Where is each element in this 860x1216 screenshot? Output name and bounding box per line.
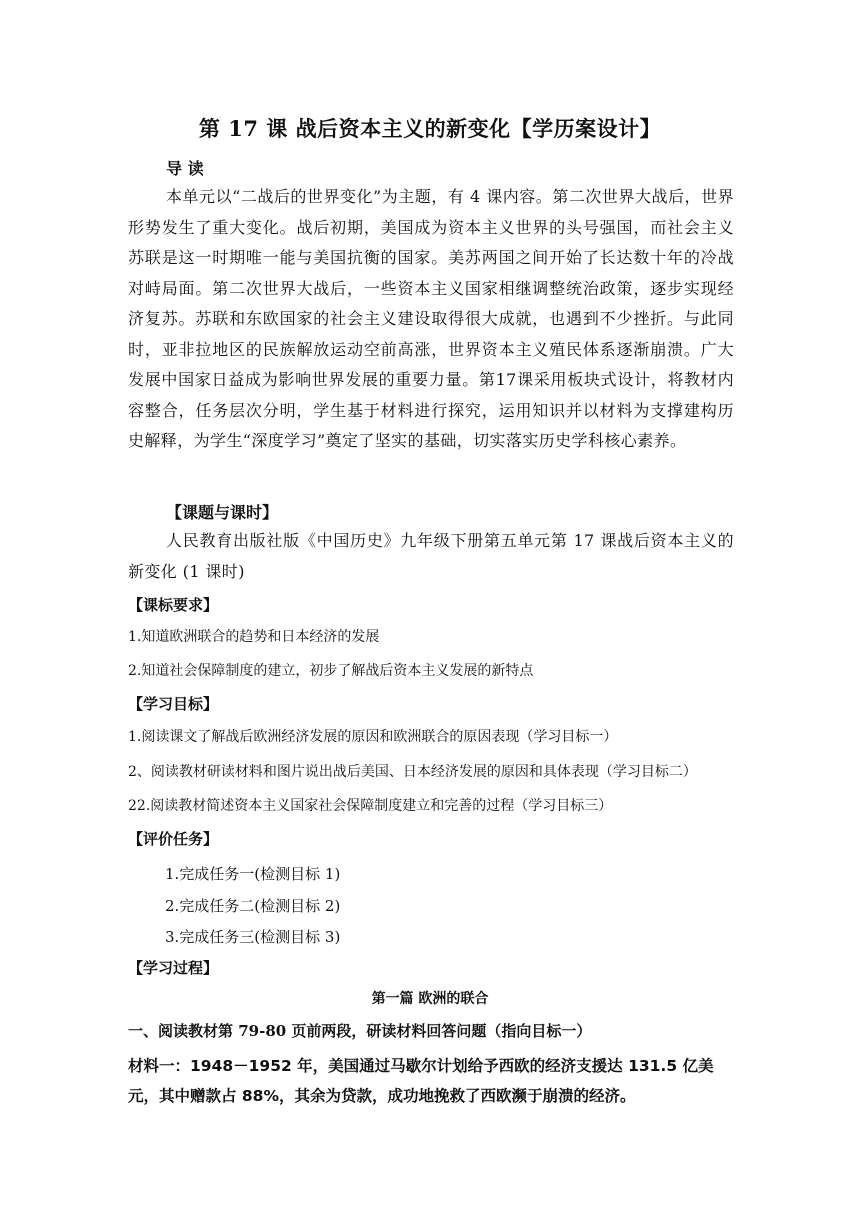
reading-question: 一、阅读教材第 79-80 页前两段，研读材料回答问题（指向目标一） xyxy=(128,1022,592,1040)
page-title: 第 17 课 战后资本主义的新变化【学历案设计】 xyxy=(198,116,662,141)
lesson-info-paragraph: 人民教育出版社版《中国历史》九年级下册第五单元第 17 课战后资本主义的新变化 (1 课时) xyxy=(128,531,734,581)
assessment-item: 2.完成任务二(检测目标 2) xyxy=(165,897,341,915)
assessment-heading: 【评价任务】 xyxy=(128,830,219,848)
objectives-heading: 【学习目标】 xyxy=(128,695,219,713)
section-title: 第一篇 欧洲的联合 xyxy=(371,991,489,1007)
intro-paragraph-block xyxy=(128,182,734,457)
standards-heading: 【课标要求】 xyxy=(128,596,219,614)
objectives-item: 22.阅读教材简述资本主义国家社会保障制度建立和完善的过程（学习目标三） xyxy=(128,798,613,814)
material-one: 材料一：1948－1952 年，美国通过马歇尔计划给予西欧的经济支援达 131.5 亿美元，其中赠款占 88%，其余为贷款，成功地挽救了西欧濒于崩溃的经济。 xyxy=(128,1057,714,1105)
standards-item: 1.知道欧洲联合的趋势和日本经济的发展 xyxy=(128,629,380,645)
standards-item: 2.知道社会保障制度的建立，初步了解战后资本主义发展的新特点 xyxy=(128,663,534,679)
objectives-item: 2、阅读教材研读材料和图片说出战后美国、日本经济发展的原因和具体表现（学习目标二） xyxy=(128,764,697,780)
assessment-item: 3.完成任务三(检测目标 3) xyxy=(165,928,341,946)
intro-heading: 导 读 xyxy=(166,159,204,178)
assessment-item: 1.完成任务一(检测目标 1) xyxy=(165,865,341,883)
objectives-item: 1.阅读课文了解战后欧洲经济发展的原因和欧洲联合的原因表现（学习目标一） xyxy=(128,729,618,745)
lesson-info-block xyxy=(128,526,734,587)
lesson-info-heading: 【课题与课时】 xyxy=(166,503,279,522)
process-heading: 【学习过程】 xyxy=(128,959,219,977)
intro-paragraph: 本单元以“二战后的世界变化”为主题，有 4 课内容。第二次世界大战后，世界形势发生了重大变化。战后初期，美国成为资本主义世界的头号强国，而社会主义苏联是这一时期唯一能与美国抗衡的国家。美苏两国之间开始了长达数十年的冷战对峙局面。第二次世界大战后，一些资本主义国家相继调整统治政策，逐步实现经济复苏。苏联和东欧国家的社会主义建设取得很大成就，也遇到不少挫折。与此同时，亚非拉地区的民族解放运动空前高涨，世界资本主义殖民体系逐渐崩溃。广大发展中国家日益成为影响世界发展的重要力量。第17课采用板块式设计，将教材内容整合，任务层次分明，学生基于材料进行探究，运用知识并以材料为支撑建构历史解释，为学生“深度学习”奠定了坚实的基础，切实落实历史学科核心素养。 xyxy=(128,187,734,450)
